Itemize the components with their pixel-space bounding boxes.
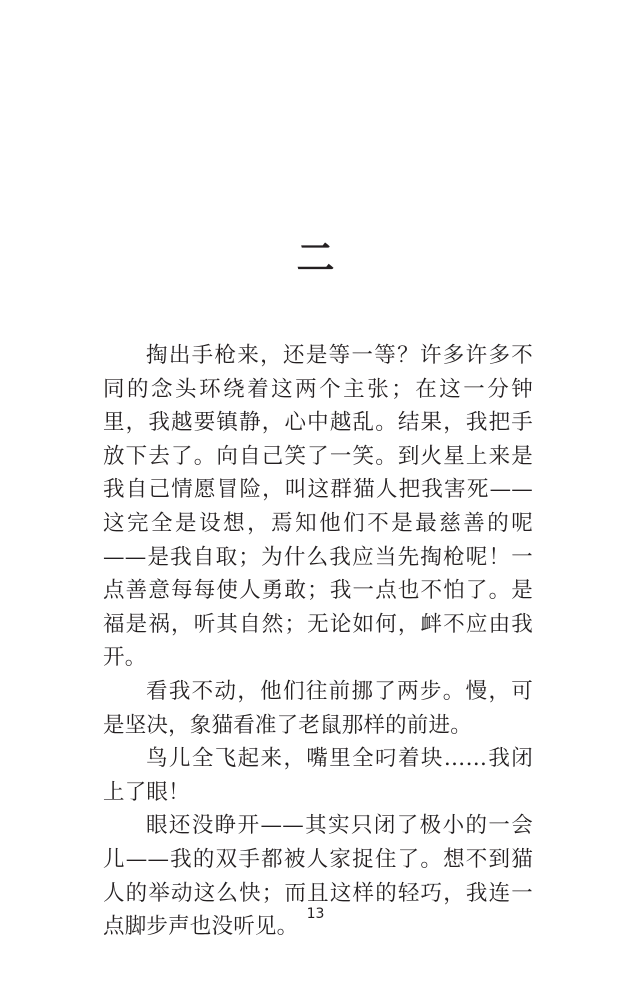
body-text	[103, 339, 533, 944]
paragraph: 眼还没睁开——其实只闭了极小的一会儿——我的双手都被人家捉住了。想不到猫人的举动这么快；而且这样的轻巧，我连一点脚步声也没听见。	[103, 813, 533, 940]
page-number: 13	[306, 906, 325, 922]
paragraph: 掏出手枪来，还是等一等？许多许多不同的念头环绕着这两个主张；在这一分钟里，我越要镇静，心中越乱。结果，我把手放下去了。向自己笑了一笑。到火星上来是我自己情愿冒险，叫这群猫人把我害死——这完全是设想，焉知他们不是最慈善的呢——是我自取；为什么我应当先掏枪呢！一点善意每每使人勇敢；我一点也不怕了。是福是祸，听其自然；无论如何，衅不应由我开。	[103, 343, 533, 671]
paragraph: 鸟儿全飞起来，嘴里全叼着块……我闭上了眼！	[103, 746, 533, 805]
paragraph: 看我不动，他们往前挪了两步。慢，可是坚决，象猫看准了老鼠那样的前进。	[103, 678, 533, 738]
chapter-title: 二	[296, 235, 335, 280]
